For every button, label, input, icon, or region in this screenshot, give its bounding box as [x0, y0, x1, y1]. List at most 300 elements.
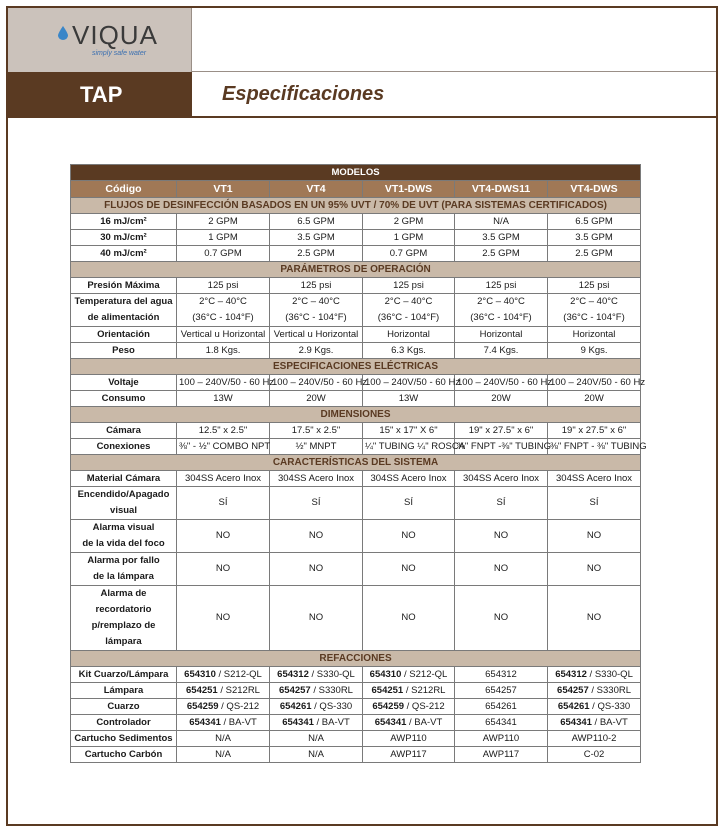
table-cell — [177, 747, 270, 763]
table-cell — [455, 683, 548, 699]
cell-value-line: 304SS Acero Inox — [556, 473, 633, 484]
table-cell — [548, 343, 641, 359]
table-cell — [363, 520, 455, 553]
table-row — [71, 278, 641, 294]
table-cell — [363, 294, 455, 327]
section-header-row — [71, 407, 641, 423]
table-cell — [363, 731, 455, 747]
cell-value-line: Vertical u Horizontal — [273, 329, 359, 340]
table-cell — [548, 520, 641, 553]
table-row — [71, 731, 641, 747]
part-code: N/A — [308, 733, 324, 744]
row-label-line: Controlador — [96, 717, 151, 728]
table-cell — [177, 294, 270, 327]
cell-value-line: (36°C - 104°F) — [563, 312, 625, 323]
row-label — [71, 391, 177, 407]
cell-value-line: NO — [586, 563, 602, 574]
table-cell — [455, 278, 548, 294]
row-label-line: Peso — [112, 345, 135, 356]
part-code: C-02 — [583, 749, 605, 760]
part-code: AWP110 — [390, 733, 427, 744]
cell-value-line: NO — [493, 563, 509, 574]
cell-value-line: 3.5 GPM — [482, 232, 520, 243]
table-cell — [548, 391, 641, 407]
table-row — [71, 553, 641, 586]
cell-value-line: 7.4 Kgs. — [483, 345, 519, 356]
table-cell — [177, 731, 270, 747]
part-number: 654341 — [560, 717, 592, 728]
table-cell — [177, 343, 270, 359]
cell-value-line: 0.7 GPM — [204, 248, 242, 259]
row-label-line: Kit Cuarzo/Lámpara — [78, 669, 169, 680]
cell-value-line: 100 – 240V/50 - 60 Hz — [272, 377, 368, 388]
row-label-line: de la vida del foco — [82, 538, 165, 549]
row-label — [71, 278, 177, 294]
table-cell — [455, 246, 548, 262]
cell-value-line: 2.9 Kgs. — [298, 345, 334, 356]
row-label — [71, 230, 177, 246]
part-code: AWP110-2 — [571, 733, 617, 744]
cell-value-line: 2 GPM — [208, 216, 238, 227]
table-row — [71, 423, 641, 439]
table-cell — [177, 391, 270, 407]
table-cell — [455, 715, 548, 731]
table-row — [71, 747, 641, 763]
row-label — [71, 520, 177, 553]
column-header-code: Código — [71, 181, 177, 198]
section-header-row — [71, 455, 641, 471]
part-number: 654312 — [277, 669, 309, 680]
part-number: 654261 — [279, 701, 312, 712]
table-cell — [455, 375, 553, 391]
table-cell — [455, 747, 548, 763]
cell-value-line: (36°C - 104°F) — [192, 312, 254, 323]
row-label — [71, 214, 177, 230]
cell-value-line: NO — [493, 612, 509, 623]
part-code: / S330-QL — [308, 669, 355, 680]
table-cell — [548, 246, 641, 262]
row-label-line: Presión Máxima — [87, 280, 160, 291]
cell-value-line: NO — [401, 530, 416, 541]
cell-value-line: 9 Kgs. — [580, 345, 608, 356]
row-label — [71, 586, 177, 651]
row-label — [71, 699, 177, 715]
part-number: 654341 — [189, 717, 221, 728]
table-cell — [270, 327, 363, 343]
table-row — [71, 375, 641, 391]
row-label-line: Alarma visual — [92, 522, 155, 533]
table-cell — [177, 230, 270, 246]
table-cell — [548, 487, 641, 520]
row-label-line: 16 mJ/cm² — [100, 216, 147, 227]
cell-value-line: 1.8 Kgs. — [205, 345, 241, 356]
cell-value-line: 125 psi — [300, 280, 332, 291]
table-cell — [363, 423, 455, 439]
cell-value-line: NO — [215, 563, 231, 574]
cell-value-line: 2°C – 40°C — [384, 296, 433, 307]
table-cell — [177, 699, 270, 715]
cell-value-line: 3.5 GPM — [297, 232, 335, 243]
table-cell — [270, 214, 363, 230]
column-header-model: VT4-DWS — [548, 181, 641, 198]
row-label-line: Material Cámara — [86, 473, 161, 484]
table-cell — [548, 747, 641, 763]
row-label-line: Consumo — [101, 393, 146, 404]
table-cell — [548, 699, 641, 715]
table-cell — [270, 423, 363, 439]
part-code: / QS-212 — [218, 701, 260, 712]
row-label-line: Alarma por fallo — [87, 555, 160, 566]
table-cell — [177, 586, 270, 651]
row-label-line: Cartucho Carbón — [84, 749, 163, 760]
cell-value-line: SÍ — [311, 497, 321, 508]
row-label-line: 30 mJ/cm² — [100, 232, 147, 243]
table-row — [71, 471, 641, 487]
row-label-line: Orientación — [97, 329, 150, 340]
section-title: ESPECIFICACIONES ELÉCTRICAS — [71, 359, 641, 375]
part-code: 654261 — [485, 701, 517, 712]
cell-value-line: 125 psi — [578, 280, 610, 291]
table-cell — [363, 667, 455, 683]
cell-value-line: ½" MNPT — [295, 441, 337, 452]
section-header-row — [71, 198, 641, 214]
table-cell — [363, 699, 455, 715]
table-cell — [363, 553, 455, 586]
part-code: / S212RL — [217, 685, 260, 696]
table-cell — [548, 375, 646, 391]
cell-value-line: Horizontal — [572, 329, 616, 340]
row-label-line: 40 mJ/cm² — [100, 248, 147, 259]
row-label — [71, 487, 177, 520]
table-title: MODELOS — [71, 165, 641, 181]
table-row — [71, 230, 641, 246]
table-cell — [363, 439, 466, 455]
column-header-model: VT1 — [177, 181, 270, 198]
part-code: / QS-212 — [404, 701, 445, 712]
cell-value-line: 100 – 240V/50 - 60 Hz — [365, 377, 461, 388]
table-cell — [270, 343, 363, 359]
table-cell — [455, 471, 548, 487]
table-cell — [270, 278, 363, 294]
cell-value-line: NO — [586, 612, 602, 623]
cell-value-line: 304SS Acero Inox — [462, 473, 540, 484]
table-cell — [270, 683, 363, 699]
table-cell — [270, 294, 363, 327]
cell-value-line: 2°C – 40°C — [477, 296, 525, 307]
table-cell — [548, 423, 641, 439]
cell-value-line: 12.5" x 2.5" — [198, 425, 248, 436]
part-number: 654259 — [186, 701, 219, 712]
table-cell — [548, 439, 647, 455]
row-label-line: Cámara — [106, 425, 141, 436]
cell-value-line: (36°C - 104°F) — [470, 312, 532, 323]
column-header-model: VT4 — [270, 181, 363, 198]
part-code: 654341 — [485, 717, 517, 728]
table-row — [71, 715, 641, 731]
section-header-row — [71, 651, 641, 667]
table-cell — [270, 487, 363, 520]
column-header-row — [71, 181, 641, 198]
part-number: 654257 — [557, 685, 589, 696]
cell-value-line: 15" x 17" X 6" — [379, 425, 438, 436]
part-number: 654310 — [184, 669, 216, 680]
brand-logo-area — [8, 8, 192, 72]
table-cell — [270, 391, 363, 407]
table-cell — [548, 294, 641, 327]
cell-value-line: 2.5 GPM — [575, 248, 613, 259]
cell-value-line: 304SS Acero Inox — [184, 473, 262, 484]
brand-tagline: simply safe water — [92, 50, 147, 57]
section-title: CARACTERÍSTICAS DEL SISTEMA — [71, 455, 641, 471]
column-header-model: VT1-DWS — [363, 181, 455, 198]
row-label-line: de alimentación — [87, 312, 160, 323]
table-row — [71, 487, 641, 520]
cell-value-line: 0.7 GPM — [389, 248, 428, 259]
table-cell — [270, 230, 363, 246]
row-label-line: p/remplazo de lámpara — [91, 620, 156, 647]
row-label-line: Alarma de recordatorio — [95, 588, 152, 615]
row-label-line: Cuarzo — [107, 701, 140, 712]
model-family-box — [8, 72, 192, 118]
cell-value-line: ⅜" FNPT - ⅜" TUBING — [550, 441, 647, 452]
cell-value-line: Vertical u Horizontal — [180, 329, 266, 340]
part-number: 654257 — [279, 685, 311, 696]
row-label — [71, 327, 177, 343]
table-row — [71, 439, 641, 455]
cell-value-line: 6.5 GPM — [575, 216, 613, 227]
part-code: / BA-VT — [406, 717, 443, 728]
row-label — [71, 439, 177, 455]
table-cell — [177, 683, 270, 699]
table-cell — [363, 586, 455, 651]
row-label — [71, 375, 177, 391]
cell-value-line: 1 GPM — [208, 232, 238, 243]
cell-value-line: SÍ — [218, 497, 228, 508]
table-cell — [363, 230, 455, 246]
row-label — [71, 246, 177, 262]
cell-value-line: 125 psi — [207, 280, 239, 291]
cell-value-line: 6.5 GPM — [297, 216, 335, 227]
cell-value-line: 13W — [213, 393, 233, 404]
cell-value-line: (36°C - 104°F) — [285, 312, 347, 323]
cell-value-line: NO — [308, 530, 324, 541]
table-cell — [455, 487, 548, 520]
part-code: / S212-QL — [401, 669, 448, 680]
cell-value-line: 125 psi — [485, 280, 517, 291]
table-cell — [455, 586, 548, 651]
cell-value-line: 125 psi — [393, 280, 424, 291]
table-cell — [363, 471, 455, 487]
page-header — [192, 72, 716, 118]
section-title: PARÁMETROS DE OPERACIÓN — [71, 262, 641, 278]
row-label-line: visual — [110, 505, 137, 516]
cell-value-line: 19" x 27.5" x 6" — [561, 425, 627, 436]
row-label-line: Cartucho Sedimentos — [74, 733, 173, 744]
cell-value-line: 3.5 GPM — [575, 232, 613, 243]
section-title: DIMENSIONES — [71, 407, 641, 423]
row-label — [71, 553, 177, 586]
table-cell — [270, 667, 363, 683]
table-cell — [177, 439, 270, 455]
part-number: 654341 — [374, 717, 407, 728]
table-cell — [548, 667, 641, 683]
part-number: 654310 — [369, 669, 402, 680]
table-cell — [270, 553, 363, 586]
cell-value-line: SÍ — [404, 497, 413, 508]
cell-value-line: 2°C – 40°C — [570, 296, 618, 307]
column-header-model: VT4-DWS11 — [455, 181, 548, 198]
table-cell — [455, 667, 548, 683]
part-code: N/A — [308, 749, 324, 760]
table-row — [71, 246, 641, 262]
row-label — [71, 667, 177, 683]
cell-value-line: N/A — [493, 216, 509, 227]
row-label — [71, 471, 177, 487]
cell-value-line: SÍ — [496, 497, 506, 508]
table-cell — [455, 423, 548, 439]
table-cell — [455, 214, 548, 230]
part-code: / BA-VT — [220, 717, 257, 728]
cell-value-line: ⅜" - ½" COMBO NPT — [179, 441, 271, 452]
table-cell — [548, 471, 641, 487]
cell-value-line: 1 GPM — [393, 232, 424, 243]
part-code: / QS-330 — [589, 701, 631, 712]
cell-value-line: 20W — [306, 393, 326, 404]
part-number: 654312 — [555, 669, 587, 680]
table-cell — [455, 327, 548, 343]
table-cell — [177, 553, 270, 586]
table-cell — [270, 471, 363, 487]
table-cell — [177, 327, 270, 343]
table-cell — [177, 278, 270, 294]
model-family-label: TAP — [80, 82, 123, 107]
part-code: 654257 — [485, 685, 517, 696]
part-code: / BA-VT — [313, 717, 350, 728]
row-label-line: Voltaje — [108, 377, 139, 388]
cell-value-line: 2.5 GPM — [297, 248, 335, 259]
part-code: AWP117 — [482, 749, 520, 760]
water-drop-icon — [58, 26, 68, 40]
part-code: / BA-VT — [591, 717, 628, 728]
part-number: 654259 — [372, 701, 405, 712]
table-cell — [270, 520, 363, 553]
table-row — [71, 214, 641, 230]
cell-value-line: NO — [493, 530, 509, 541]
part-number: 654261 — [557, 701, 590, 712]
row-label-line: Lámpara — [103, 685, 144, 696]
cell-value-line: NO — [401, 563, 416, 574]
table-row — [71, 683, 641, 699]
part-code: N/A — [215, 749, 231, 760]
cell-value-line: 20W — [584, 393, 604, 404]
part-code: / S330-QL — [586, 669, 633, 680]
cell-value-line: 6.3 Kgs. — [391, 345, 426, 356]
table-cell — [177, 471, 270, 487]
row-label — [71, 731, 177, 747]
table-cell — [455, 731, 548, 747]
part-code: 654312 — [485, 669, 517, 680]
part-number: 654341 — [282, 717, 314, 728]
cell-value-line: 13W — [398, 393, 419, 404]
table-cell — [270, 375, 368, 391]
table-cell — [177, 667, 270, 683]
part-number: 654251 — [186, 685, 218, 696]
part-code: / S212RL — [403, 685, 446, 696]
table-cell — [363, 343, 455, 359]
table-cell — [548, 715, 641, 731]
table-cell — [270, 715, 363, 731]
table-cell — [270, 439, 363, 455]
part-code: / S212-QL — [215, 669, 262, 680]
table-cell — [455, 230, 548, 246]
table-cell — [177, 715, 270, 731]
table-row — [71, 586, 641, 651]
table-row — [71, 520, 641, 553]
table-cell — [363, 375, 461, 391]
part-code: N/A — [215, 733, 231, 744]
cell-value-line: NO — [308, 563, 324, 574]
section-header-row — [71, 262, 641, 278]
cell-value-line: 17.5" x 2.5" — [291, 425, 341, 436]
table-cell — [177, 246, 270, 262]
table-cell — [455, 439, 552, 455]
section-title: FLUJOS DE DESINFECCIÓN BASADOS EN UN 95% UVT / 70% DE UVT (PARA SISTEMAS CERTIFICADOS) — [71, 198, 641, 214]
row-label — [71, 294, 177, 327]
table-cell — [363, 747, 455, 763]
cell-value-line: NO — [215, 612, 231, 623]
cell-value-line: 100 – 240V/50 - 60 Hz — [457, 377, 553, 388]
part-code: / S330RL — [588, 685, 631, 696]
table-row — [71, 699, 641, 715]
cell-value-line: ¼" TUBING ¼" ROSCA — [365, 441, 466, 452]
table-cell — [455, 294, 548, 327]
table-cell — [455, 520, 548, 553]
table-cell — [363, 487, 455, 520]
table-cell — [548, 586, 641, 651]
table-cell — [548, 214, 641, 230]
row-label — [71, 423, 177, 439]
table-cell — [270, 586, 363, 651]
row-label-line: Conexiones — [96, 441, 151, 452]
cell-value-line: NO — [215, 530, 231, 541]
cell-value-line: 304SS Acero Inox — [370, 473, 447, 484]
table-cell — [548, 278, 641, 294]
table-cell — [548, 230, 641, 246]
table-cell — [363, 391, 455, 407]
cell-value-line: 19" x 27.5" x 6" — [468, 425, 534, 436]
cell-value-line: 2 GPM — [393, 216, 424, 227]
table-row — [71, 343, 641, 359]
table-cell — [455, 553, 548, 586]
table-row — [71, 391, 641, 407]
table-cell — [177, 487, 270, 520]
cell-value-line: 2°C – 40°C — [199, 296, 247, 307]
table-cell — [177, 214, 270, 230]
part-code: / QS-330 — [311, 701, 353, 712]
table-cell — [270, 246, 363, 262]
cell-value-line: ⅜" FNPT -⅜" TUBING — [457, 441, 552, 452]
cell-value-line: 100 – 240V/50 - 60 Hz — [179, 377, 275, 388]
part-code: / S330RL — [310, 685, 353, 696]
table-row — [71, 327, 641, 343]
section-title: REFACCIONES — [71, 651, 641, 667]
table-cell — [455, 343, 548, 359]
table-row — [71, 294, 641, 327]
cell-value-line: NO — [308, 612, 324, 623]
row-label — [71, 343, 177, 359]
table-title-row — [71, 165, 641, 181]
table-cell — [363, 246, 455, 262]
